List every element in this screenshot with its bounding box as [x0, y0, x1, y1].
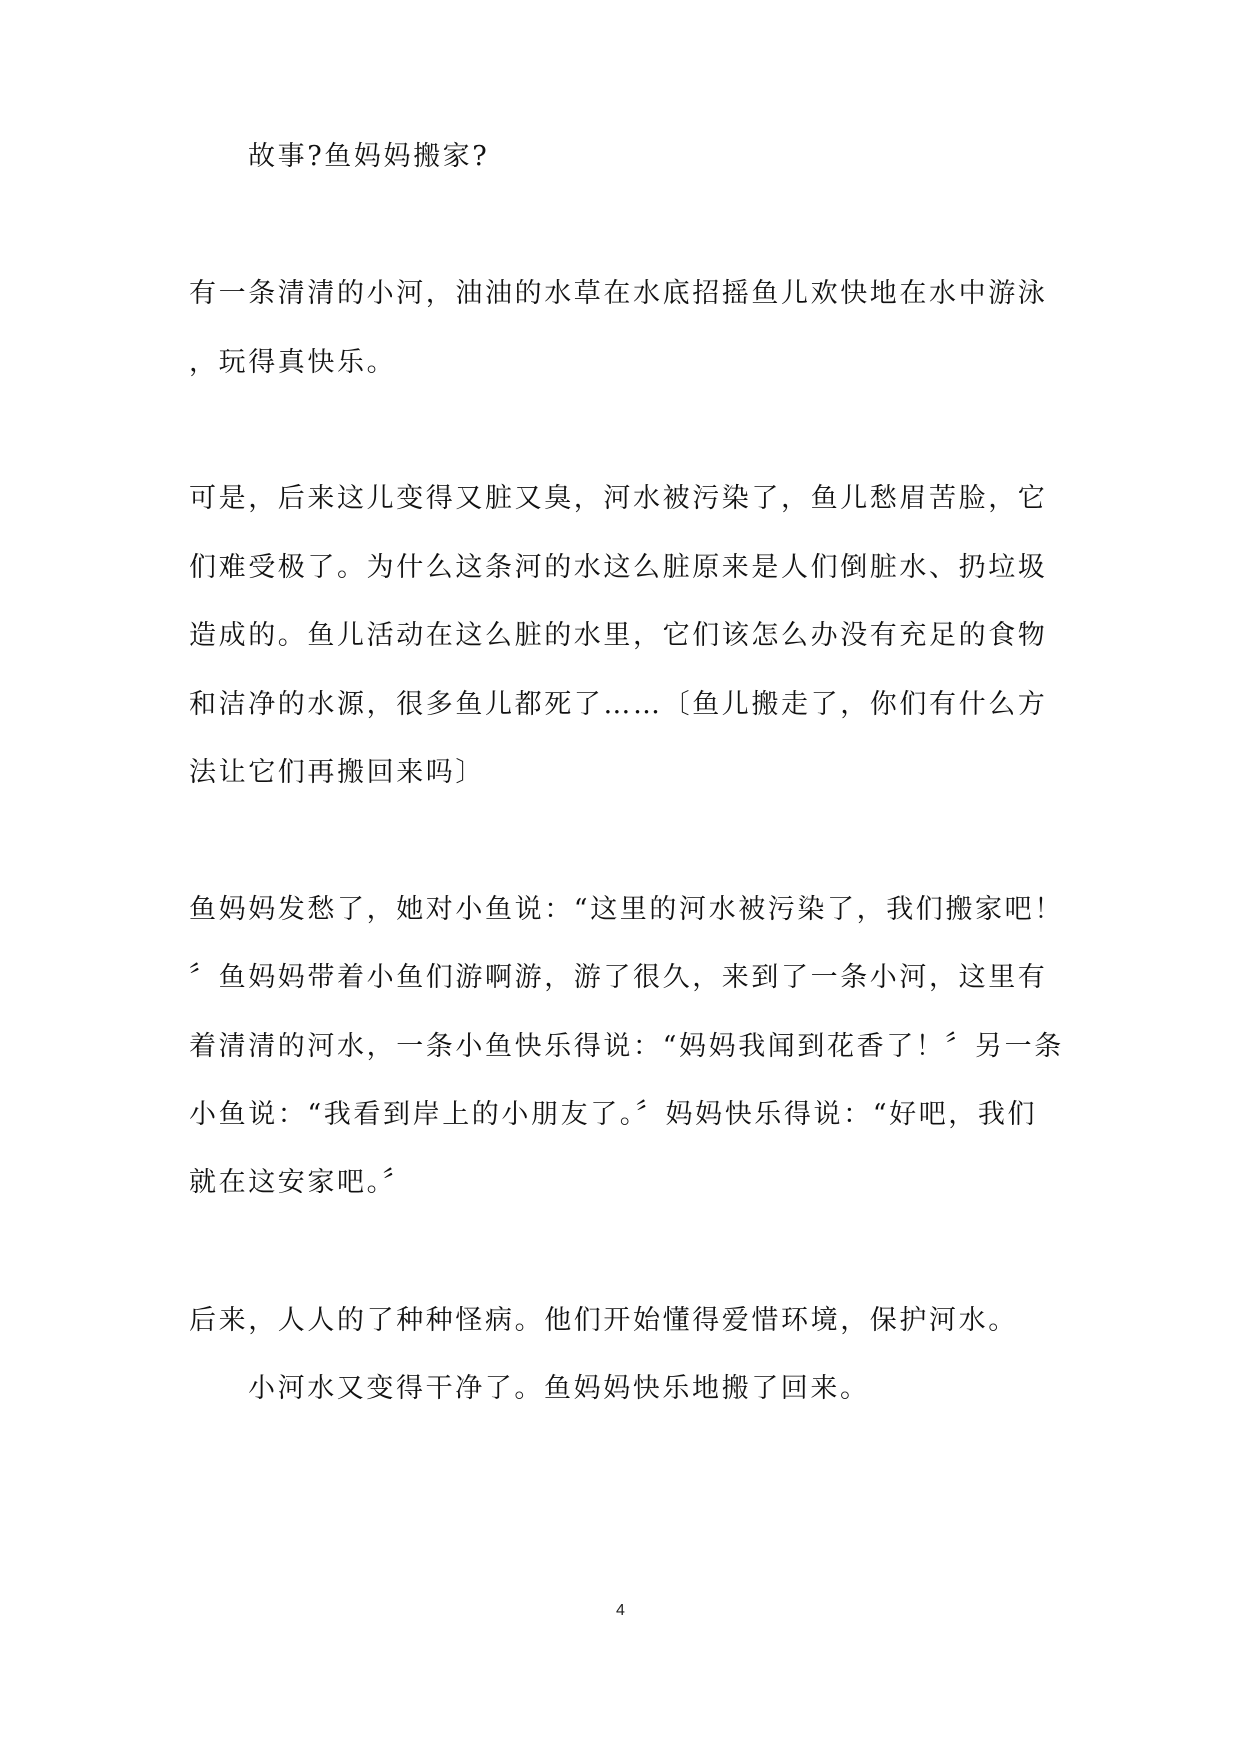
paragraph-2-line-5: 法让它们再搬回来吗〕: [189, 757, 485, 788]
paragraph-5-line-1: 小河水又变得干净了。鱼妈妈快乐地搬了回来。: [248, 1373, 870, 1404]
paragraph-3-line-5: 就在这安家吧。〞: [189, 1167, 413, 1198]
paragraph-3-line-1: 鱼妈妈发愁了，她对小鱼说：“这里的河水被污染了，我们搬家吧！: [189, 894, 1064, 925]
paragraph-3-line-2: 〞鱼妈妈带着小鱼们游啊游，游了很久，来到了一条小河，这里有: [189, 962, 1048, 993]
paragraph-2-line-3: 造成的。鱼儿活动在这么脏的水里，它们该怎么办没有充足的食物: [189, 620, 1048, 651]
page-number: 4: [616, 1602, 625, 1619]
paragraph-2-line-4: 和洁净的水源，很多鱼儿都死了……〔鱼儿搬走了，你们有什么方: [189, 689, 1048, 720]
paragraph-2-line-2: 们难受极了。为什么这条河的水这么脏原来是人们倒脏水、扔垃圾: [189, 552, 1048, 583]
paragraph-2-line-1: 可是，后来这儿变得又脏又臭，河水被污染了，鱼儿愁眉苦脸，它: [189, 483, 1048, 514]
paragraph-3-line-3: 着清清的河水，一条小鱼快乐得说：“妈妈我闻到花香了！〞另一条: [189, 1031, 1064, 1062]
paragraph-1-line-1: 有一条清清的小河，油油的水草在水底招摇鱼儿欢快地在水中游泳: [189, 278, 1048, 309]
story-title: 故事?鱼妈妈搬家?: [248, 141, 490, 172]
paragraph-1-line-2: ，玩得真快乐。: [189, 347, 397, 378]
paragraph-4-line-1: 后来，人人的了种种怪病。他们开始懂得爱惜环境，保护河水。: [189, 1305, 1018, 1336]
paragraph-3-line-4: 小鱼说：“我看到岸上的小朋友了。〞妈妈快乐得说：“好吧，我们: [189, 1099, 1038, 1130]
